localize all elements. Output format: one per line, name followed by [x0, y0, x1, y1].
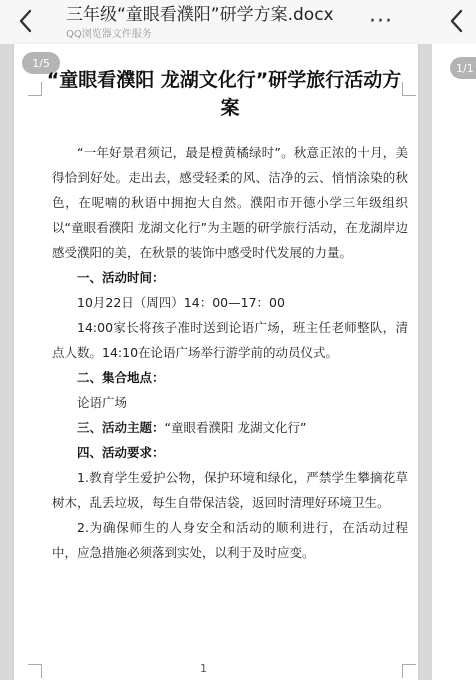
next-window-back-arrow-icon[interactable]	[443, 6, 469, 36]
page-indicator: 1/5	[22, 52, 60, 74]
intro-paragraph: “一年好景君须记，最是橙黄橘绿时”。秋意正浓的十月，美得恰到好处。走出去，感受轻柔的风、洁净的云、悄悄涂染的秋色，在呢喃的秋语中拥抱大自然。濮阳市开德小学三年级组织以“童眼看濮阳 龙湖文化行”为主题的研学旅行活动，在龙湖岸边感受濮阳的美，在秋景的装饰中感受时代发展的力量。	[52, 145, 408, 260]
gathering-place: 论语广场	[77, 395, 128, 410]
section-heading-requirements: 四、活动要求：	[77, 445, 165, 460]
document-content	[46, 66, 408, 565]
service-subtitle: QQ浏览器文件服务	[66, 29, 152, 40]
title-area	[66, 3, 366, 42]
more-options-icon[interactable]: ···	[369, 8, 393, 34]
page-number: 1	[200, 662, 207, 675]
section-heading-time: 一、活动时间：	[77, 270, 165, 285]
crop-mark	[402, 664, 416, 678]
crop-mark	[28, 664, 42, 678]
document-heading-line2: 案	[220, 97, 240, 119]
next-page-indicator: 1/1	[450, 57, 476, 79]
time-detail: 14:00家长将孩子准时送到论语广场，班主任老师整队，清点人数。14:10在论语广场举行游学前的动员仪式。	[52, 320, 408, 360]
document-heading-line1: “童眼看濮阳 龙湖文化行”研学旅行活动方	[46, 69, 402, 91]
requirement-1: 1.教育学生爱护公物，保护环境和绿化，严禁学生攀摘花草树木，乱丢垃圾，每生自带保洁袋，返回时清理好环境卫生。	[52, 470, 408, 510]
next-document-page[interactable]	[432, 44, 476, 680]
requirement-2: 2.为确保师生的人身安全和活动的顺利进行，在活动过程中，应急措施必须落到实处，以利于及时应变。	[52, 520, 408, 560]
section-heading-theme: 三、活动主题：	[77, 420, 165, 435]
activity-time: 10月22日（周四）14：00—17：00	[77, 295, 285, 310]
section-heading-place: 二、集合地点：	[77, 370, 165, 385]
activity-theme: “童眼看濮阳 龙湖文化行”	[164, 420, 307, 435]
theme-line	[52, 415, 408, 440]
top-bar	[0, 0, 476, 44]
back-arrow-icon[interactable]	[12, 6, 38, 36]
document-title: 三年级“童眼看濮阳”研学方案.docx	[66, 5, 334, 25]
